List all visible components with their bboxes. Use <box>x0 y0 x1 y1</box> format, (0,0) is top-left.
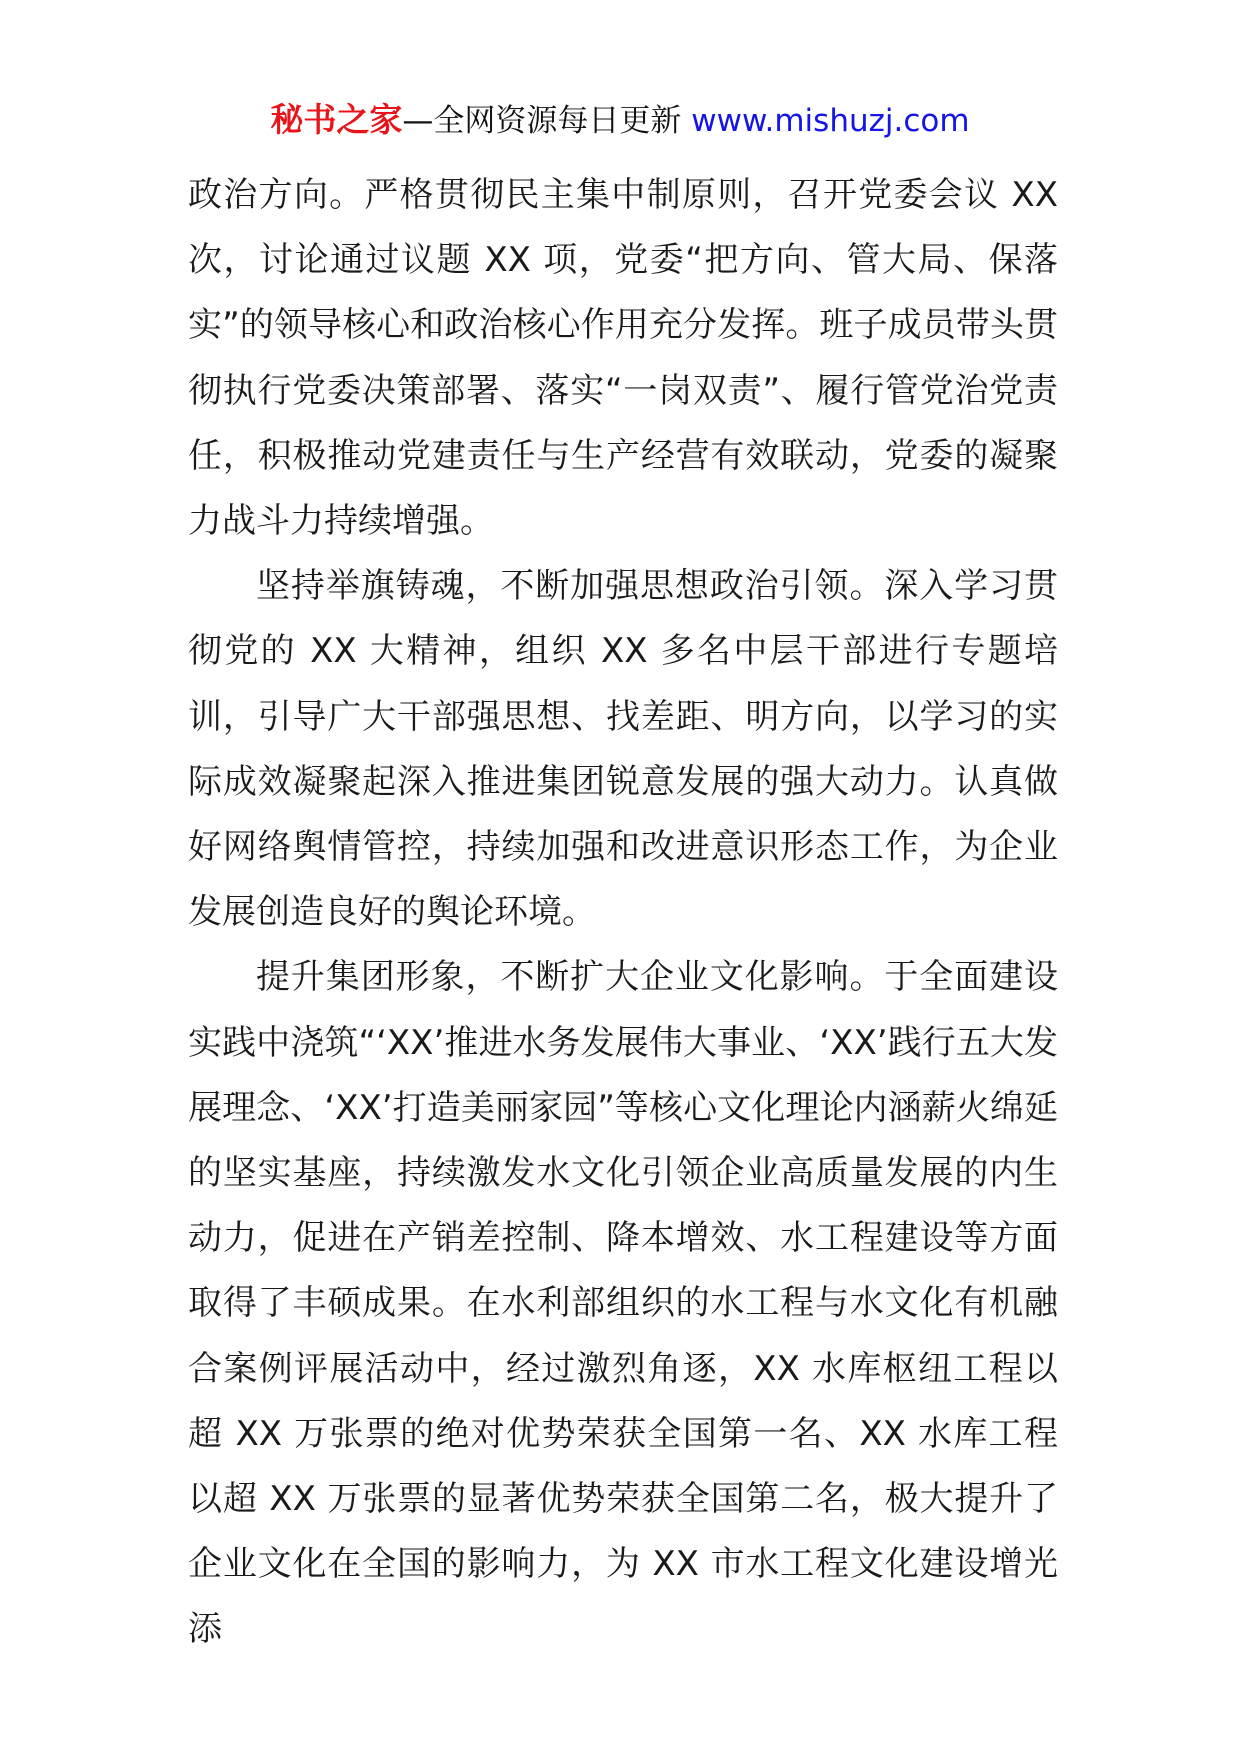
page-header <box>0 98 1240 143</box>
document-body <box>188 163 1058 1663</box>
paragraph-ideology: 坚持举旗铸魂，不断加强思想政治引领。深入学习贯彻党的 XX 大精神，组织 XX 多名中层干部进行专题培训，引导广大干部强思想、找差距、明方向，以学习的实际成效凝聚起深入推进集团锐意发展的强大动力。认真做好网络舆情管控，持续加强和改进意识形态工作，为企业发展创造良好的舆论环境。 <box>188 566 1058 933</box>
site-url[interactable]: www.mishuzj.com <box>691 103 970 139</box>
paragraph-culture: 提升集团形象，不断扩大企业文化影响。于全面建设实践中浇筑“‘XX’推进水务发展伟大事业、‘XX’践行五大发展理念、‘XX’打造美丽家园”等核心文化理论内涵薪火绵延的坚实基座，持续激发水文化引领企业高质量发展的内生动力，促进在产销差控制、降本增效、水工程建设等方面取得了丰硕成果。在水利部组织的水工程与水文化有机融合案例评展活动中，经过激烈角逐，XX 水库枢纽工程以超 XX 万张票的绝对优势荣获全国第一名、XX 水库工程以超 XX 万张票的显著优势荣获全国第二名，极大提升了企业文化在全国的影响力，为 XX 市水工程文化建设增光添 <box>188 957 1058 1650</box>
header-tagline: —全网资源每日更新 <box>402 103 692 139</box>
paragraph-continuation: 政治方向。严格贯彻民主集中制原则，召开党委会议 XX 次，讨论通过议题 XX 项，党委“把方向、管大局、保落实”的领导核心和政治核心作用充分发挥。班子成员带头贯彻执行党委决策部署、落实“一岗双责”、履行管党治党责任，积极推动党建责任与生产经营有效联动，党委的凝聚力战斗力持续增强。 <box>188 175 1058 542</box>
brand-name: 秘书之家 <box>270 100 403 139</box>
